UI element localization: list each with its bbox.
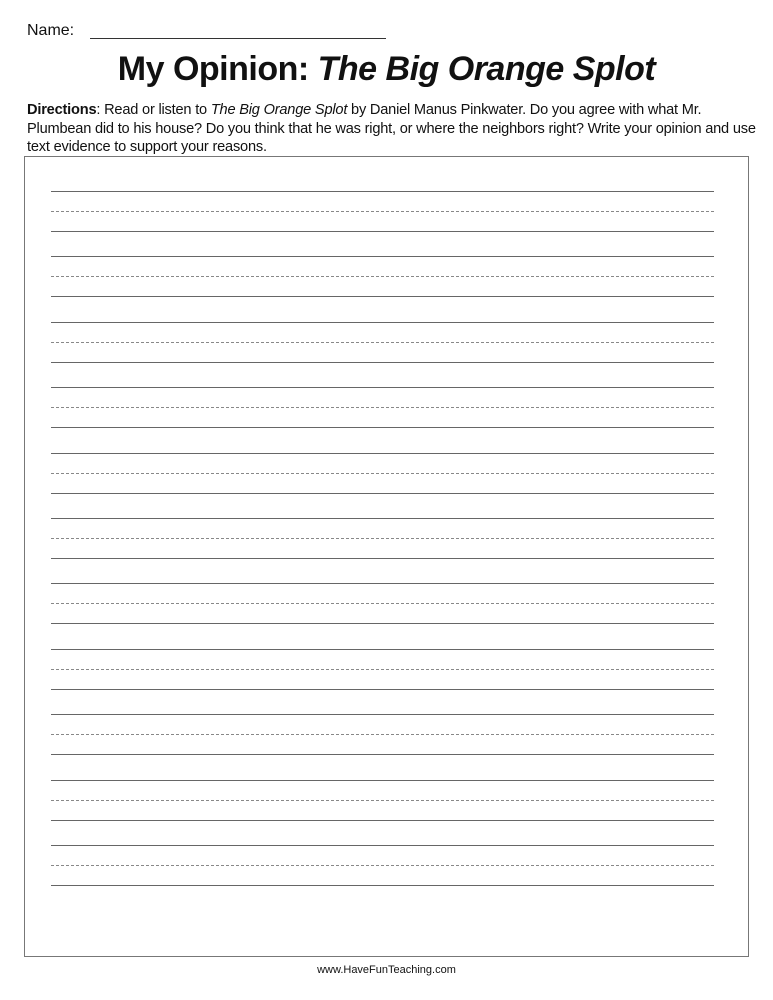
- directions: [27, 101, 762, 157]
- title-book: The Big Orange Splot: [317, 50, 656, 88]
- writing-top-line: [51, 453, 714, 454]
- writing-top-line: [51, 322, 714, 323]
- title-prefix: My Opinion:: [117, 50, 318, 88]
- writing-base-line: [51, 754, 714, 755]
- writing-top-line: [51, 256, 714, 257]
- name-field[interactable]: [90, 38, 386, 39]
- writing-top-line: [51, 780, 714, 781]
- directions-text-2: by Daniel Manus Pinkwater. Do you agree with what Mr. Plumbean did to his house? Do you think that he was right, or where the neighbors right? Write your opinion and use text evidence to support your reasons.: [27, 102, 756, 155]
- directions-label: Directions: [27, 102, 97, 118]
- writing-mid-line: [51, 538, 714, 539]
- writing-mid-line: [51, 342, 714, 343]
- writing-mid-line: [51, 669, 714, 670]
- writing-base-line: [51, 231, 714, 232]
- writing-base-line: [51, 427, 714, 428]
- writing-base-line: [51, 820, 714, 821]
- writing-mid-line: [51, 211, 714, 212]
- writing-base-line: [51, 493, 714, 494]
- writing-base-line: [51, 689, 714, 690]
- writing-top-line: [51, 387, 714, 388]
- writing-base-line: [51, 623, 714, 624]
- writing-mid-line: [51, 734, 714, 735]
- writing-mid-line: [51, 407, 714, 408]
- writing-top-line: [51, 583, 714, 584]
- writing-top-line: [51, 649, 714, 650]
- writing-mid-line: [51, 800, 714, 801]
- writing-top-line: [51, 714, 714, 715]
- directions-book-title: The Big Orange Splot: [210, 102, 348, 118]
- writing-top-line: [51, 845, 714, 846]
- writing-base-line: [51, 558, 714, 559]
- writing-mid-line: [51, 865, 714, 866]
- directions-text-1: Read or listen to: [104, 102, 211, 118]
- writing-base-line: [51, 885, 714, 886]
- writing-base-line: [51, 296, 714, 297]
- writing-mid-line: [51, 603, 714, 604]
- writing-mid-line: [51, 473, 714, 474]
- directions-colon: :: [96, 102, 105, 118]
- page-title: [0, 50, 773, 89]
- writing-top-line: [51, 191, 714, 192]
- name-label: Name:: [27, 22, 75, 39]
- writing-base-line: [51, 362, 714, 363]
- footer-url: www.HaveFunTeaching.com: [317, 964, 456, 976]
- writing-area[interactable]: [24, 156, 749, 957]
- writing-mid-line: [51, 276, 714, 277]
- writing-top-line: [51, 518, 714, 519]
